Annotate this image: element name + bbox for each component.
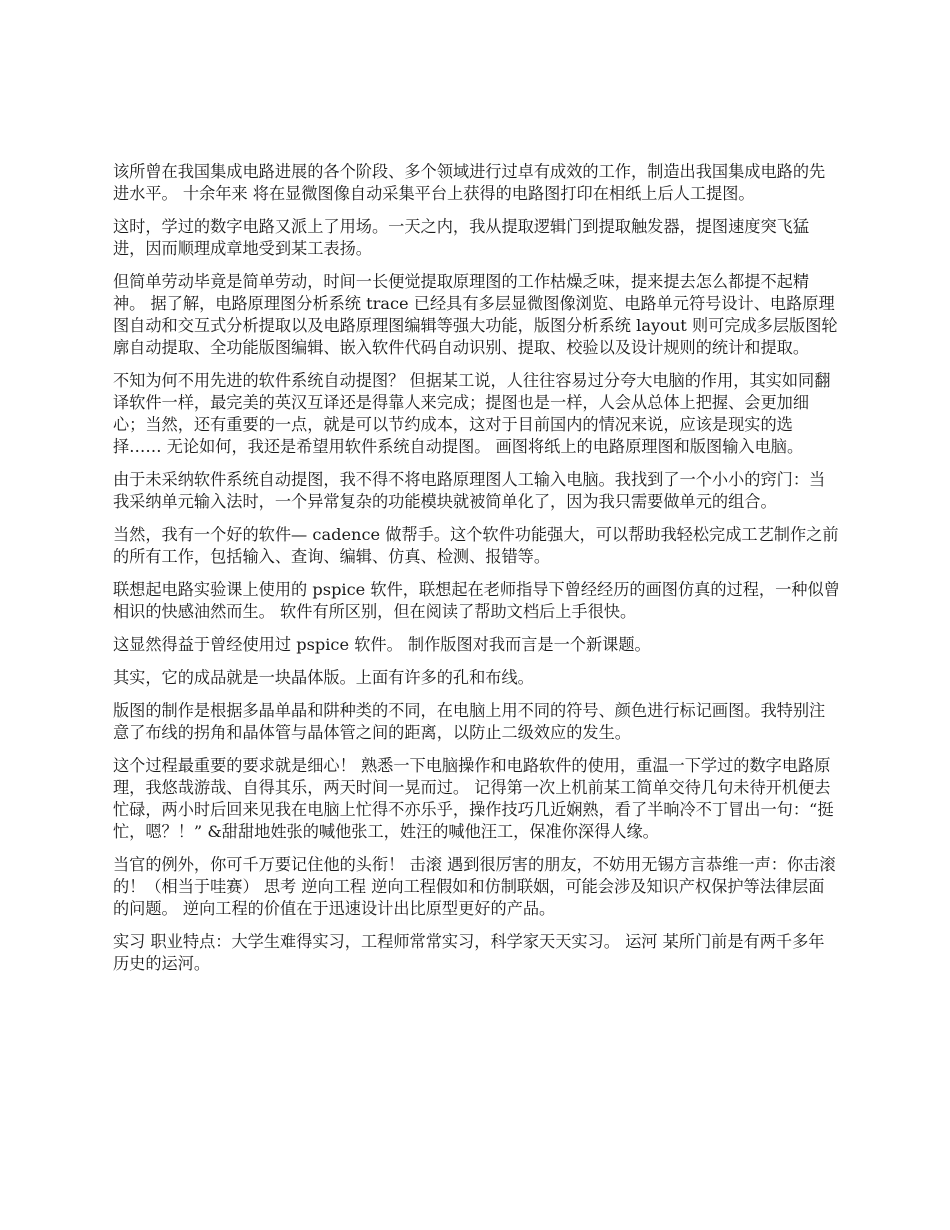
paragraph: 联想起电路实验课上使用的 pspice 软件，联想起在老师指导下曾经经历的画图仿真的过程，一种似曾相识的快感油然而生。 软件有所区别，但在阅读了帮助文档后上手很快。 xyxy=(113,580,840,621)
paragraph: 版图的制作是根据多晶单晶和阱种类的不同，在电脑上用不同的符号、颜色进行标记画图。我特别注意了布线的拐角和晶体管与晶体管之间的距离，以防止二级效应的发生。 xyxy=(113,701,826,742)
paragraph: 该所曾在我国集成电路进展的各个阶段、多个领域进行过卓有成效的工作，制造出我国集成电路的先进水平。 十余年来 将在显微图像自动采集平台上获得的电路图打印在相纸上后人工提图。 xyxy=(113,162,826,203)
paragraph: 实习 职业特点：大学生难得实习，工程师常常实习，科学家天天实习。 运河 某所门前是有两千多年历史的运河。 xyxy=(113,932,825,973)
paragraph: 不知为何不用先进的软件系统自动提图？ 但据某工说，人往往容易过分夸大电脑的作用，其实如同翻译软件一样，最完美的英汉互译还是得靠人来完成；提图也是一样，人会从总体上把握、会更加细心；当然，还有重要的一点，就是可以节约成本，这对于目前国内的情况来说，应该是现实的选择…… 无论如何，我还是希望用软件系统自动提图。 画图将纸上的电路原理图和版图输入电脑。 xyxy=(113,371,831,456)
paragraph: 当然，我有一个好的软件— cadence 做帮手。这个软件功能强大，可以帮助我轻松完成工艺制作之前的所有工作，包括输入、查询、编辑、仿真、检测、报错等。 xyxy=(113,525,839,566)
paragraph: 这显然得益于曾经使用过 pspice 软件。 制作版图对我而言是一个新课题。 xyxy=(113,635,651,654)
paragraph: 但简单劳动毕竟是简单劳动，时间一长便觉提取原理图的工作枯燥乏味，提来提去怎么都提不起精神。 据了解，电路原理图分析系统 trace 已经具有多层显微图像浏览、电路单元符号设计、电路原理图自动和交互式分析提取以及电路原理图编辑等强大功能，版图分析系统 layout 则可完成多层版图轮廓自动提取、全功能版图编辑、嵌入软件代码自动识别、提取、校验以及设计规则的统计和提取。 xyxy=(113,272,838,357)
paragraph: 当官的例外，你可千万要记住他的头衔！ 击滚 遇到很厉害的朋友，不妨用无锡方言恭维一声：你击滚的！（相当于哇赛） 思考 逆向工程 逆向工程假如和仿制联姻，可能会涉及知识产权保护等法律层面的问题。 逆向工程的价值在于迅速设计出比原型更好的产品。 xyxy=(113,855,836,918)
paragraph: 由于未采纳软件系统自动提图，我不得不将电路原理图人工输入电脑。我找到了一个小小的窍门：当我采纳单元输入法时，一个异常复杂的功能模块就被简单化了，因为我只需要做单元的组合。 xyxy=(113,470,826,511)
paragraph: 这个过程最重要的要求就是细心！ 熟悉一下电脑操作和电路软件的使用，重温一下学过的数字电路原理，我悠哉游哉、自得其乐，两天时间一晃而过。 记得第一次上机前某工简单交待几句未待开机便去忙碌，两小时后回来见我在电脑上忙得不亦乐乎，操作技巧几近娴熟，看了半晌冷不丁冒出一句：“挺忙，嗯？！” &甜甜地姓张的喊他张工，姓汪的喊他汪工，保准你深得人缘。 xyxy=(113,756,834,841)
paragraph: 其实，它的成品就是一块晶体版。上面有许多的孔和布线。 xyxy=(113,668,534,687)
paragraph: 这时，学过的数字电路又派上了用场。一天之内，我从提取逻辑门到提取触发器，提图速度突飞猛进，因而顺理成章地受到某工表扬。 xyxy=(113,217,810,258)
document-body xyxy=(113,161,840,986)
